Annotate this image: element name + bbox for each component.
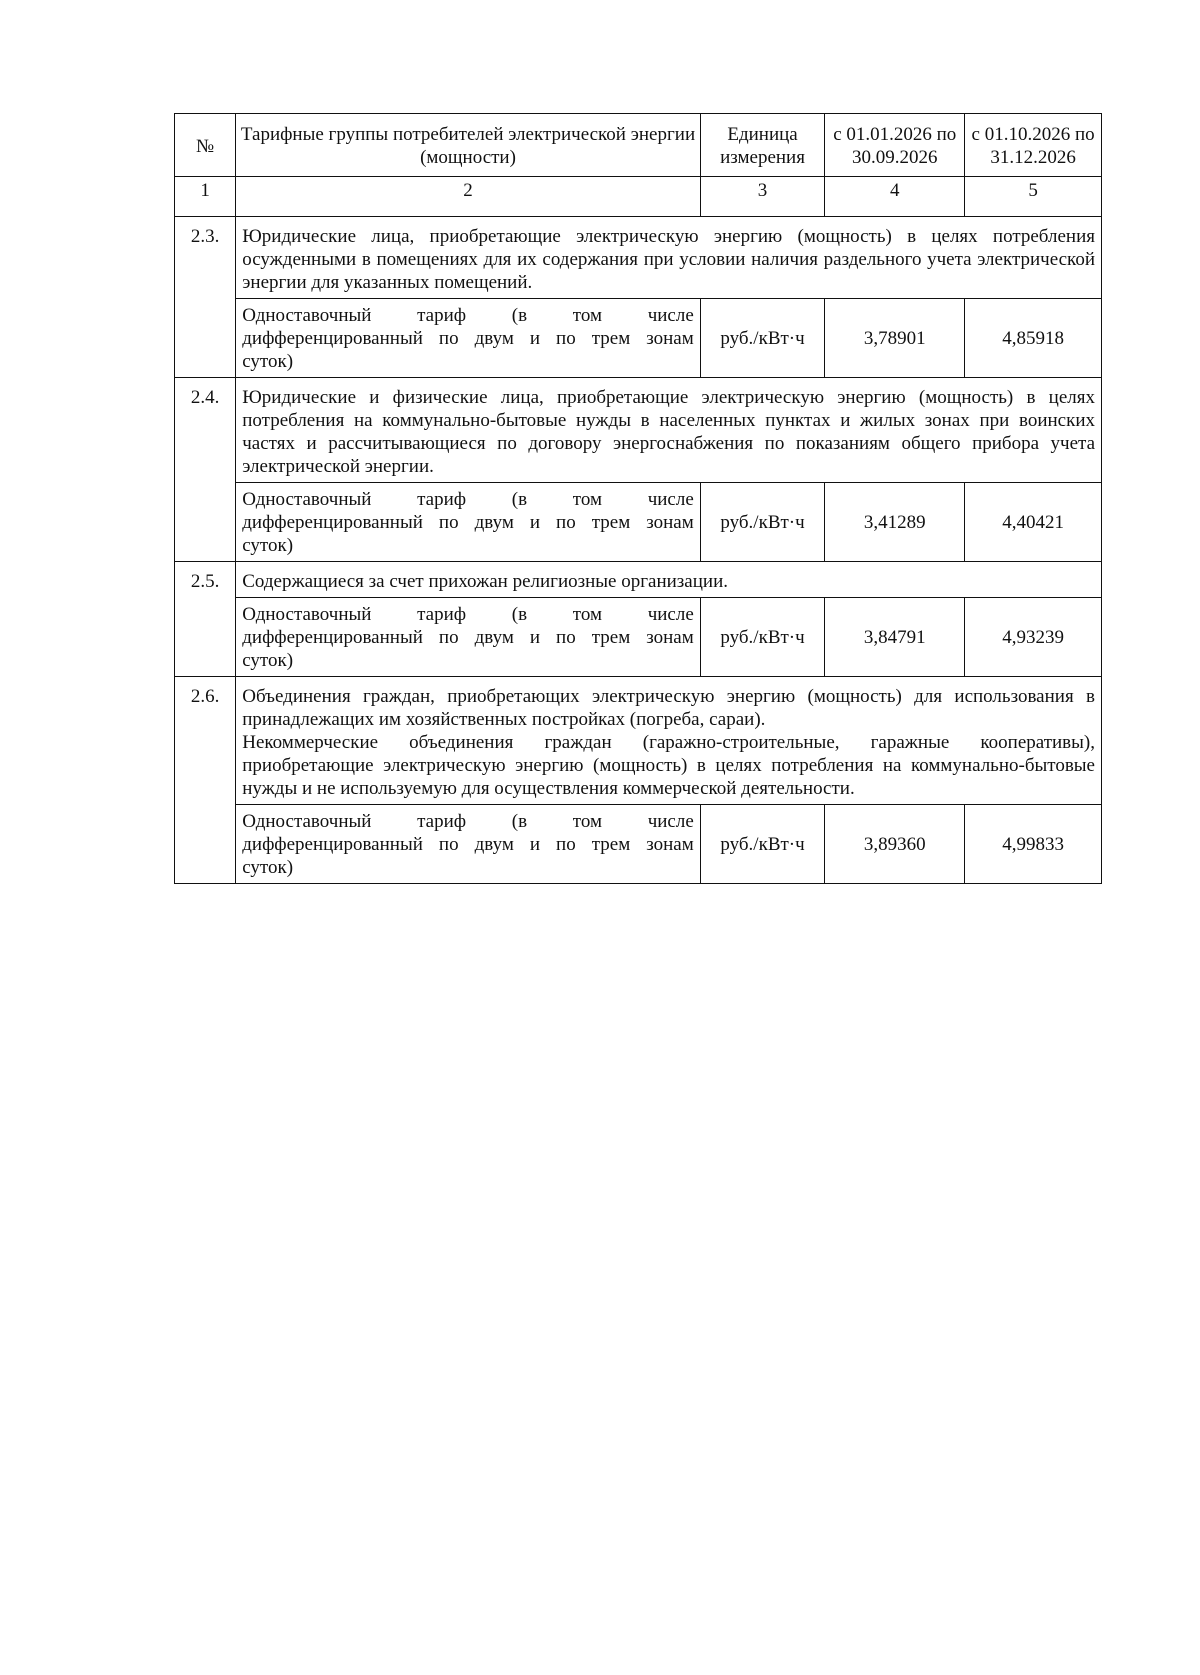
header-period-2: с 01.10.2026 по 31.12.2026 <box>965 114 1102 177</box>
rate-description <box>236 483 701 562</box>
header-unit: Единица измерения <box>700 114 825 177</box>
rate-row <box>175 805 1102 884</box>
section-description: Юридические и физические лица, приобретающие электрическую энергию (мощность) в целях потребления на коммунально-бытовые нужды в населенных пунктах и жилых зонах при воинских частях и рассчитывающиеся по договору энергоснабжения по показаниям общего прибора учета электрической энергии. <box>236 378 1102 483</box>
section-description-paragraph: Некоммерческие объединения граждан (гаражно-строительные, гаражные кооперативы), приобретающие электрическую энергию (мощность) в целях потребления на коммунально-бытовые нужды и не используемую для осуществления коммерческой деятельности. <box>242 732 1095 799</box>
rate-description-last-line: суток) <box>242 351 294 372</box>
rate-description-last-line: суток) <box>242 857 294 878</box>
section-description: Юридические лица, приобретающие электрическую энергию (мощность) в целях потребления осужденными в помещениях для их содержания при условии наличия раздельного учета электрической энергии для указанных помещений. <box>236 217 1102 299</box>
rate-description-line: Одноставочный тариф (в том числе дифференцированный по двум и по трем зонам <box>242 604 694 648</box>
rate-description-last-line: суток) <box>242 535 294 556</box>
section-number: 2.5. <box>175 562 236 598</box>
section-row <box>175 217 1102 299</box>
column-number-row <box>175 177 1102 217</box>
column-number: 2 <box>236 177 701 217</box>
rate-value-period-1: 3,41289 <box>825 483 965 562</box>
rate-description-line: Одноставочный тариф (в том числе дифференцированный по двум и по трем зонам <box>242 811 694 855</box>
section-number-spacer <box>175 805 236 884</box>
column-number: 1 <box>175 177 236 217</box>
rate-row <box>175 598 1102 677</box>
rate-unit: руб./кВт·ч <box>700 805 825 884</box>
header-groups: Тарифные группы потребителей электрической энергии (мощности) <box>236 114 701 177</box>
rate-value-period-1: 3,78901 <box>825 299 965 378</box>
rate-value-period-2: 4,93239 <box>965 598 1102 677</box>
section-number-spacer <box>175 299 236 378</box>
rate-description <box>236 805 701 884</box>
header-row <box>175 114 1102 177</box>
rate-unit: руб./кВт·ч <box>700 483 825 562</box>
column-number: 3 <box>700 177 825 217</box>
section-description <box>236 677 1102 805</box>
rate-unit: руб./кВт·ч <box>700 299 825 378</box>
rate-value-period-2: 4,99833 <box>965 805 1102 884</box>
rate-description <box>236 299 701 378</box>
rate-value-period-1: 3,89360 <box>825 805 965 884</box>
column-number: 5 <box>965 177 1102 217</box>
section-description-paragraph: Объединения граждан, приобретающих электрическую энергию (мощность) для использования в принадлежащих им хозяйственных постройках (погреба, сараи). <box>242 686 1095 730</box>
header-period-1: с 01.01.2026 по 30.09.2026 <box>825 114 965 177</box>
rate-unit: руб./кВт·ч <box>700 598 825 677</box>
rate-row <box>175 483 1102 562</box>
rate-row <box>175 299 1102 378</box>
rate-description <box>236 598 701 677</box>
rate-description-last-line: суток) <box>242 650 294 671</box>
section-row <box>175 562 1102 598</box>
rate-value-period-2: 4,85918 <box>965 299 1102 378</box>
tariff-table <box>174 113 1102 884</box>
section-number: 2.6. <box>175 677 236 805</box>
rate-value-period-1: 3,84791 <box>825 598 965 677</box>
section-number: 2.3. <box>175 217 236 299</box>
section-description: Содержащиеся за счет прихожан религиозные организации. <box>236 562 1102 598</box>
section-number-spacer <box>175 598 236 677</box>
header-number: № <box>175 114 236 177</box>
section-number-spacer <box>175 483 236 562</box>
rate-value-period-2: 4,40421 <box>965 483 1102 562</box>
section-row <box>175 677 1102 805</box>
section-row <box>175 378 1102 483</box>
column-number: 4 <box>825 177 965 217</box>
rate-description-line: Одноставочный тариф (в том числе дифференцированный по двум и по трем зонам <box>242 305 694 349</box>
section-number: 2.4. <box>175 378 236 483</box>
rate-description-line: Одноставочный тариф (в том числе дифференцированный по двум и по трем зонам <box>242 489 694 533</box>
